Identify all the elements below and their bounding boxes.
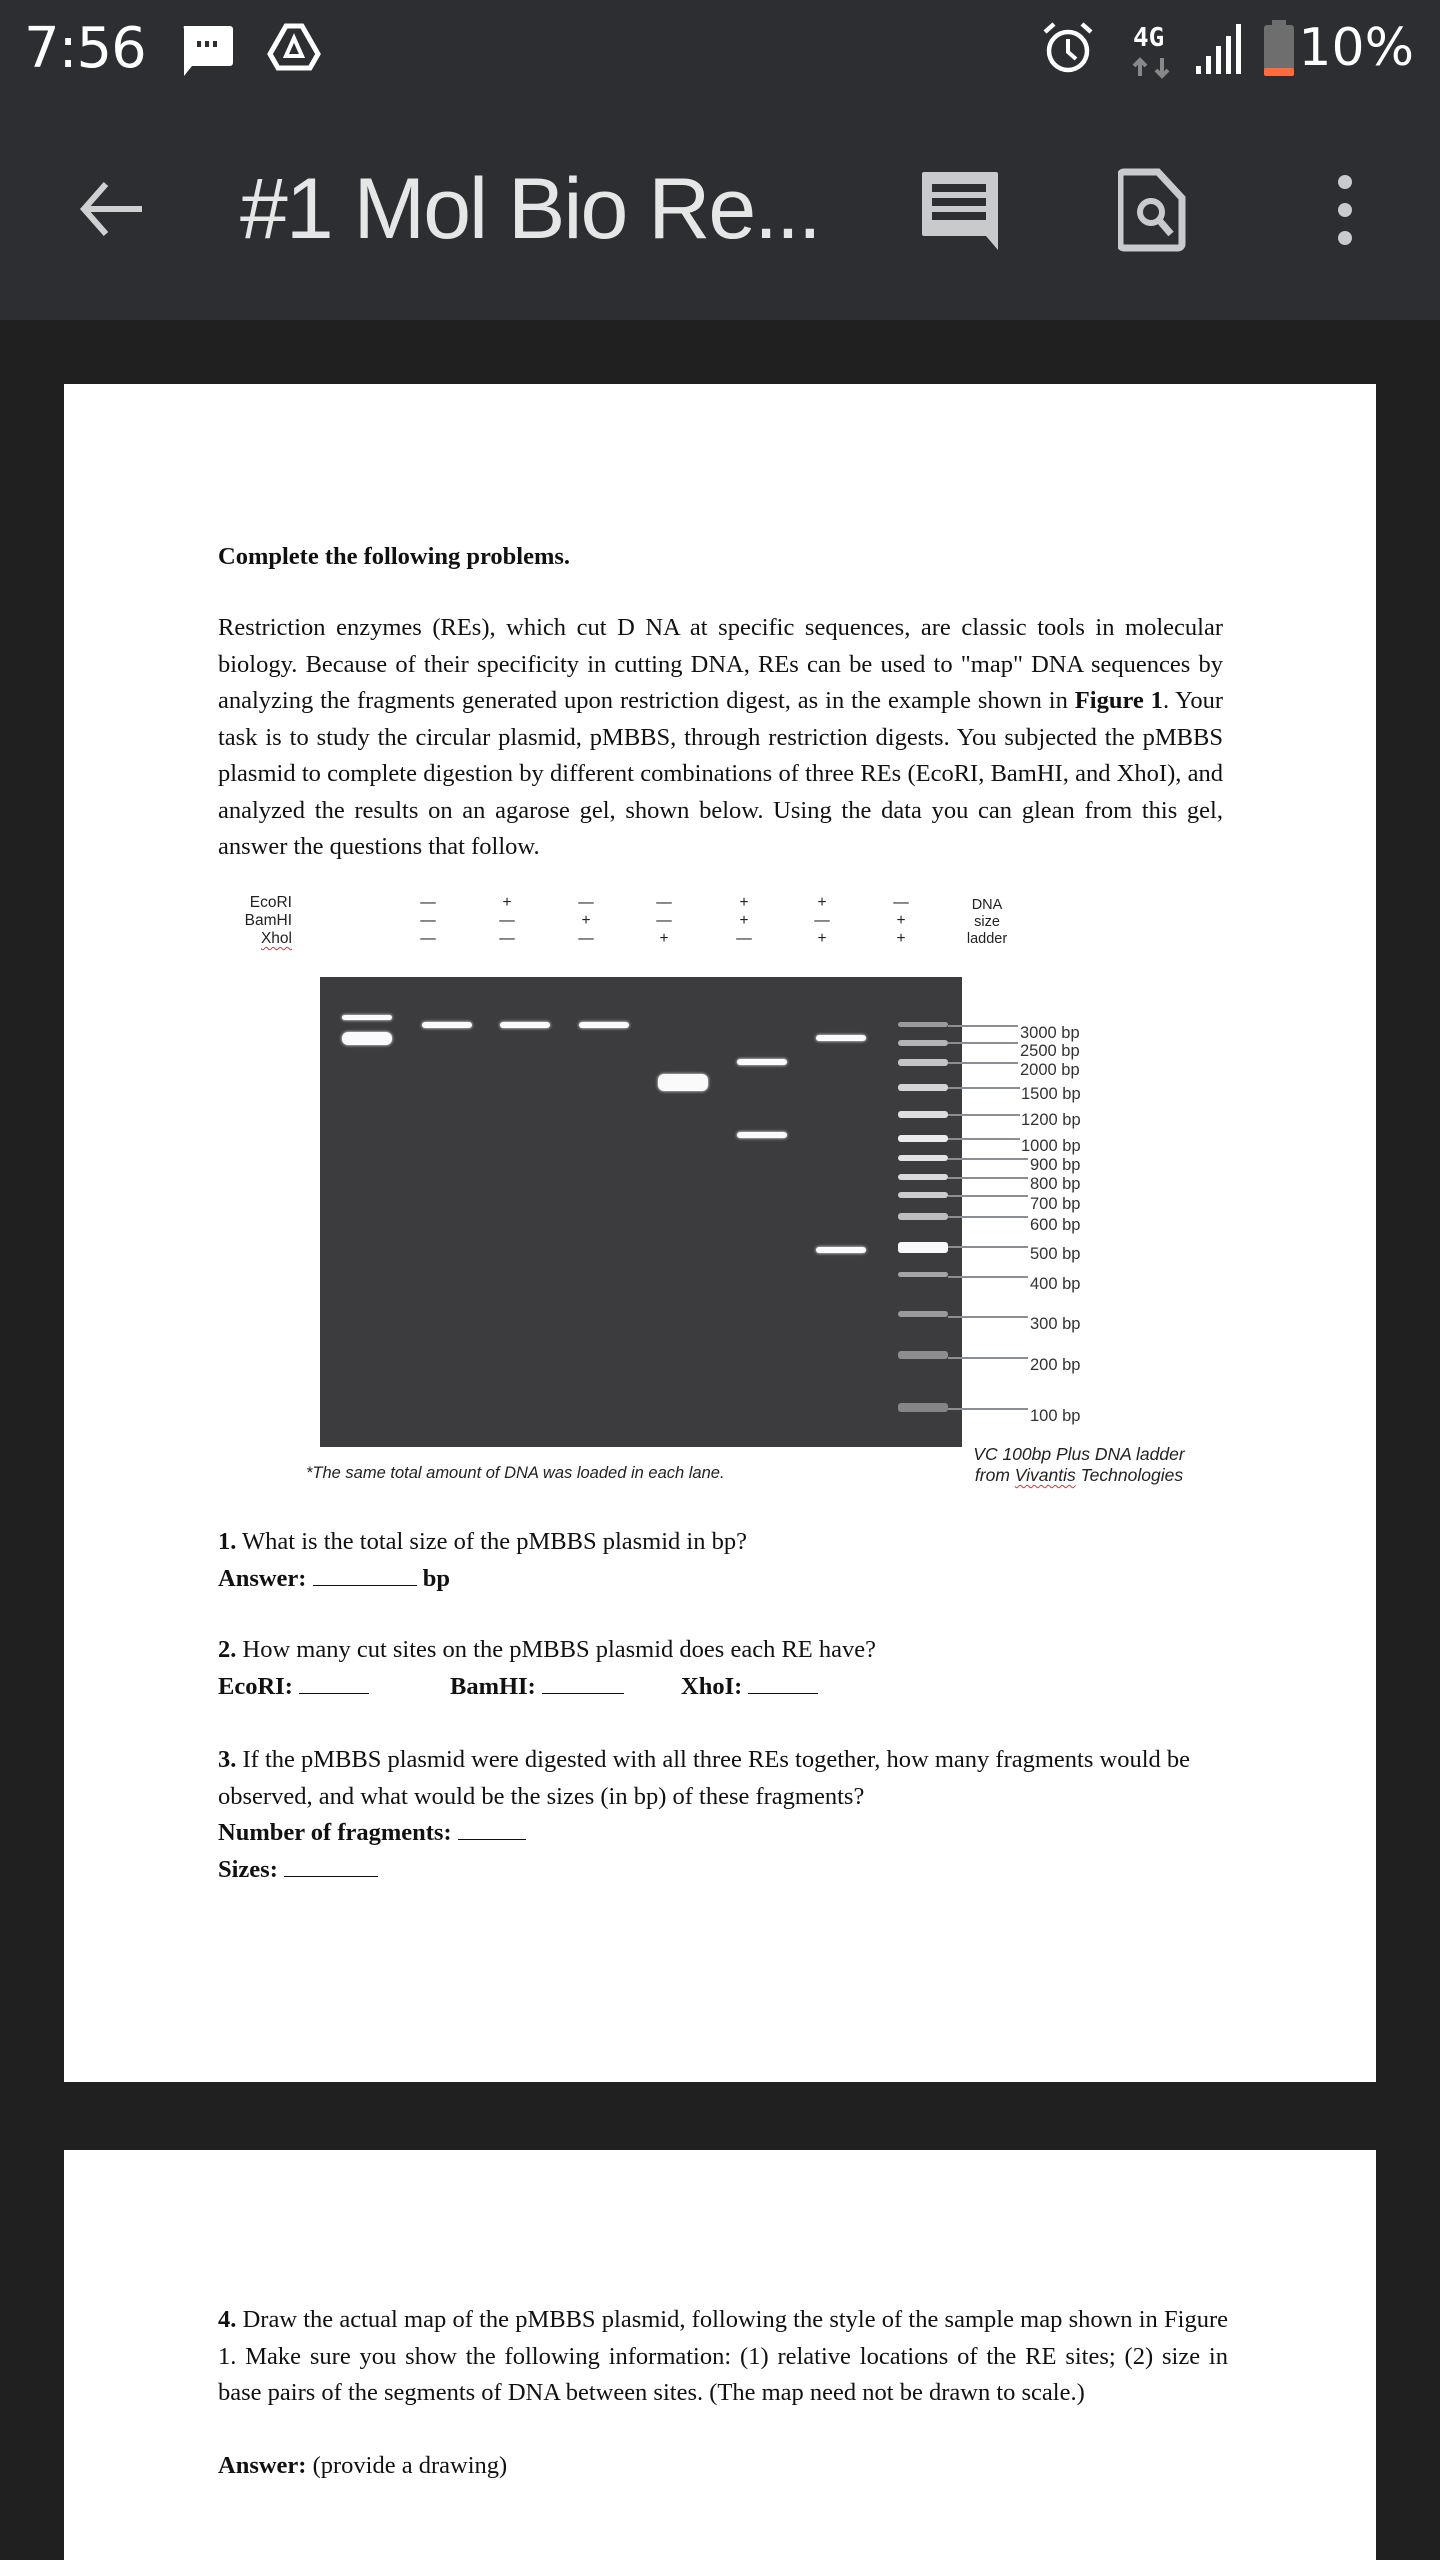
ladder-label: 3000 bp — [1020, 1024, 1080, 1042]
bamhi-answer-blank[interactable] — [542, 1672, 624, 1694]
gel-band — [658, 1074, 708, 1091]
gel-band — [737, 1059, 787, 1065]
back-button[interactable] — [76, 174, 146, 249]
fragments-answer-blank[interactable] — [458, 1818, 526, 1840]
question-3: 3. If the pMBBS plasmid were digested with all three REs together, how many fragments would be observed, and what would be the sizes (in bp) of these fragments? Number of fragments: Sizes: — [218, 1746, 1191, 1883]
question-1: 1. What is the total size of the pMBBS plasmid in bp? Answer: bp — [218, 1528, 747, 1592]
gel-band — [342, 1032, 392, 1045]
ladder-label: 600 bp — [1030, 1216, 1081, 1234]
drive-icon — [266, 22, 322, 79]
document-title: #1 Mol Bio Re... — [240, 161, 820, 257]
ladder-header: DNA size ladder — [966, 897, 1008, 947]
more-vert-icon — [1330, 172, 1360, 248]
arrow-left-icon — [76, 174, 146, 244]
message-notification-icon — [180, 24, 234, 81]
ladder-label: 400 bp — [1030, 1275, 1081, 1293]
status-time: 7:56 — [24, 16, 146, 81]
ladder-label: 1200 bp — [1021, 1111, 1081, 1129]
ladder-label: 2500 bp — [1020, 1042, 1080, 1060]
gel-band — [816, 1247, 866, 1253]
ladder-band — [898, 1155, 948, 1161]
gel-band — [500, 1022, 550, 1028]
ladder-label: 1000 bp — [1021, 1137, 1081, 1155]
app-toolbar — [0, 100, 1440, 320]
ladder-label: 500 bp — [1030, 1245, 1081, 1263]
battery-percent: 10% — [1298, 18, 1414, 78]
ladder-band — [898, 1174, 948, 1180]
ladder-band — [898, 1242, 948, 1253]
ladder-band — [898, 1213, 948, 1220]
ecori-answer-blank[interactable] — [299, 1672, 369, 1694]
status-bar — [0, 0, 1440, 100]
gel-band — [579, 1022, 629, 1028]
question-2: 2. How many cut sites on the pMBBS plasmid does each RE have? EcoRI: BamHI: XhoI: — [218, 1636, 876, 1700]
gel-band — [422, 1022, 472, 1028]
ladder-label: 900 bp — [1030, 1156, 1081, 1174]
document-page-2 — [64, 2150, 1376, 2560]
section-heading: Complete the following problems. — [218, 543, 571, 570]
ladder-label: 700 bp — [1030, 1195, 1081, 1213]
ladder-band — [898, 1040, 948, 1046]
find-in-page-icon — [1118, 168, 1188, 252]
gel-band — [737, 1132, 787, 1138]
ladder-band — [898, 1059, 948, 1066]
ladder-label: 1500 bp — [1021, 1085, 1081, 1103]
figure-reference: Figure 1 — [1074, 687, 1163, 714]
ladder-label: 2000 bp — [1020, 1061, 1080, 1079]
sizes-answer-blank[interactable] — [284, 1855, 378, 1877]
ladder-band — [898, 1403, 948, 1412]
intro-paragraph: Restriction enzymes (REs), which cut D NA at specific sequences, are classic tools in molecular biology. Because of their specificity in cutting DNA, REs can be used to "map" DNA sequences by analyzing the fragments generated upon restriction digest, as in the example shown in Figure 1. Your task is to study the circular plasmid, pMBBS, through restriction digests. You subjected the pMBBS plasmid to complete digestion by different combinations of three REs (EcoRI, BamHI, and XhoI), and analyzed the results on an agarose gel, shown below. Using the data you can glean from this gel, answer the questions that follow. — [218, 614, 1223, 860]
ladder-label: 200 bp — [1030, 1356, 1081, 1374]
find-in-page-button[interactable] — [1118, 168, 1188, 257]
gel-band — [342, 1015, 392, 1020]
ladder-label: 800 bp — [1030, 1175, 1081, 1193]
question-4: 4. Draw the actual map of the pMBBS plasmid, following the style of the sample map shown in Figure 1. Make sure you show the following information: (1) relative locations of the RE sites; (2) size in base pairs of the segments of DNA between sites. (The map need not be drawn to scale.) Answer: (provide a drawing) — [218, 2306, 1228, 2479]
svg-text:4G: 4G — [1133, 23, 1165, 53]
ladder-band — [898, 1022, 948, 1027]
xhoi-answer-blank[interactable] — [748, 1672, 818, 1694]
ladder-band — [898, 1311, 948, 1317]
battery-icon — [1262, 20, 1296, 83]
ladder-label: 300 bp — [1030, 1315, 1081, 1333]
ladder-band — [898, 1351, 948, 1359]
ladder-source-caption: VC 100bp Plus DNA ladder from Vivantis Technologies — [973, 1444, 1185, 1485]
ladder-band — [898, 1111, 948, 1118]
ladder-label: 100 bp — [1030, 1407, 1081, 1425]
ladder-band — [898, 1272, 948, 1277]
ladder-band — [898, 1192, 948, 1198]
alarm-icon — [1040, 20, 1096, 81]
ladder-band — [898, 1084, 948, 1091]
comment-icon — [918, 168, 1002, 252]
comment-button[interactable] — [918, 168, 1002, 257]
document-page-1: Complete the following problems. Restriction enzymes (REs), which cut D NA at specific sequences, are classic tools in molecular biology. Because of their specificity in cutting DNA, REs can be used to "map" DNA sequences by analyzing the fragments generated upon restriction digest, as in the example shown in Figure 1. Your task is to study the circular plasmid, pMBBS, through restriction digests. You subjected the pMBBS plasmid to complete digestion by different combinations of three REs (EcoRI, BamHI, and XhoI), and analyzed the results on an agarose gel, shown below. Using the data you can glean from this gel, answer the questions that follow. EcoRI — + — — + + — BamHI — — + — + — + Xhol — — — + — + + DNA size ladder 3000 bp 2500 bp 2000 bp 1500 bp 1200 bp 1000 bp 900 bp 800 bp 700 bp 600 bp 500 bp 400 bp 300 bp 200 bp 100 bp *The same total amount of DNA was loaded in each lane. VC 100bp Plus DNA ladder from Vivantis Technologies 1. What is the total size of the pMBBS plasmid in bp? Answer: bp 2. How many cut sites on the pMBBS plasmid does each RE have? EcoRI: BamHI: XhoI: 3. If the pMBBS plasmid were digested with all three REs together, how many fragments would be observed, and what would be the sizes (in bp) of these fragments? Number of fragments: Sizes: — [64, 384, 1376, 2082]
more-options-button[interactable] — [1330, 172, 1360, 253]
4g-data-icon — [1130, 22, 1176, 85]
ladder-band — [898, 1135, 948, 1142]
agarose-gel-image — [320, 977, 962, 1447]
q1-answer-blank[interactable] — [313, 1564, 417, 1586]
gel-footnote: *The same total amount of DNA was loaded in each lane. — [306, 1464, 725, 1482]
signal-icon — [1194, 22, 1242, 81]
gel-band — [816, 1035, 866, 1041]
